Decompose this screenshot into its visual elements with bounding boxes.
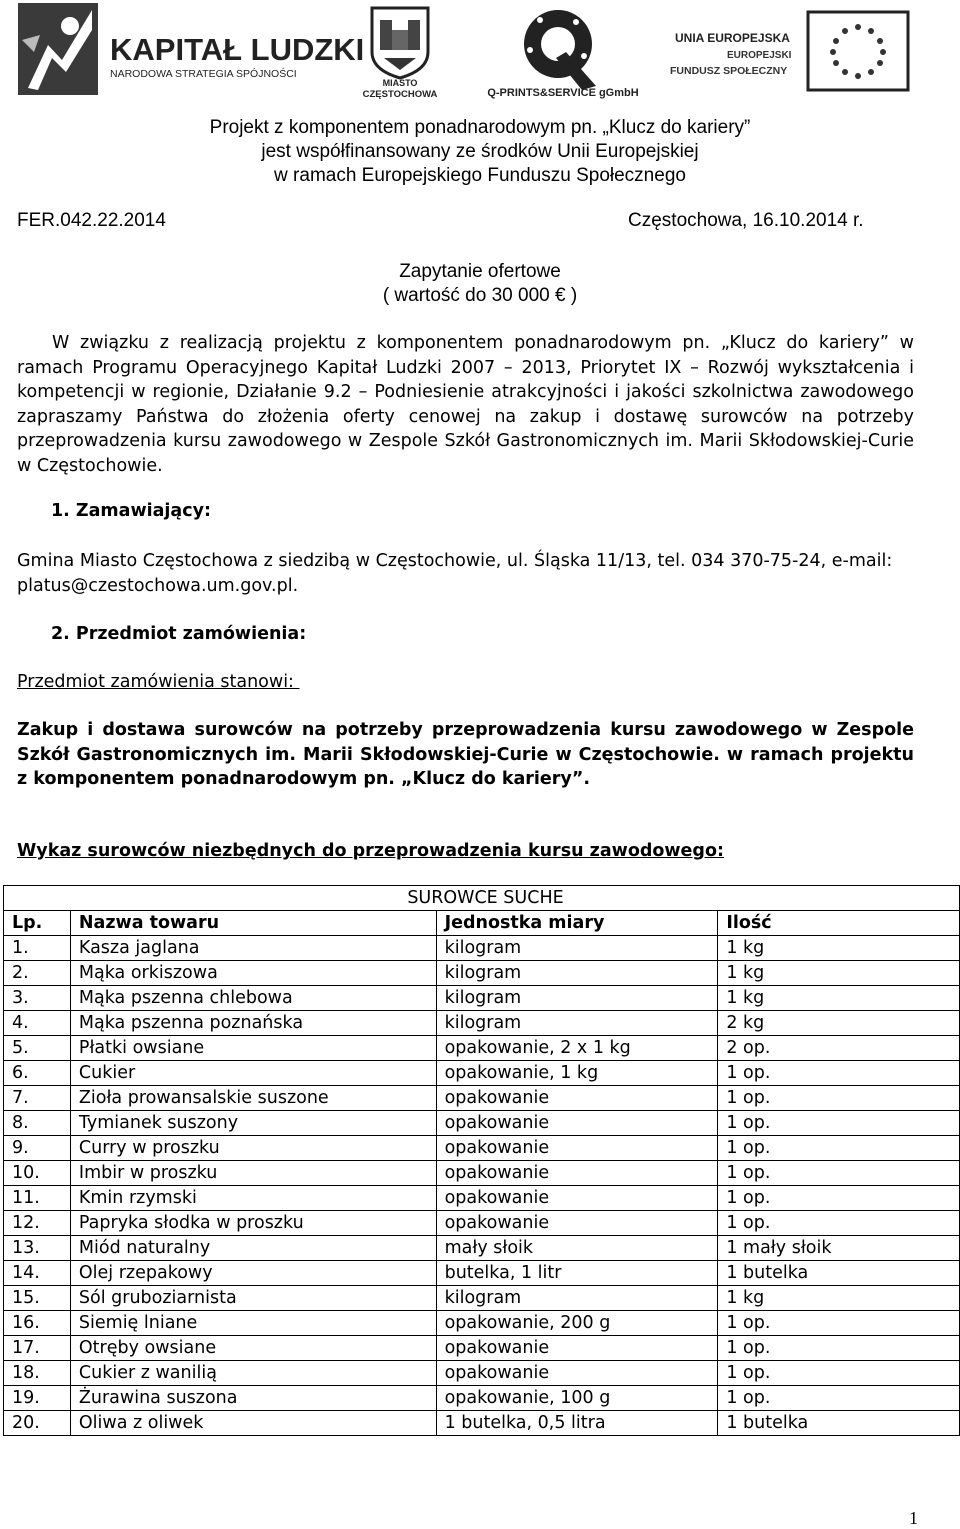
row-unit: opakowanie, 100 g	[436, 1386, 718, 1411]
table-row	[4, 1211, 960, 1236]
row-unit: kilogram	[436, 986, 718, 1011]
row-lp: 9.	[4, 1136, 71, 1161]
row-unit: kilogram	[436, 936, 718, 961]
table-row	[4, 1261, 960, 1286]
row-unit: kilogram	[436, 961, 718, 986]
table-row	[4, 1036, 960, 1061]
row-name: Otręby owsiane	[70, 1336, 436, 1361]
document-title: Zapytanie ofertowe	[399, 261, 561, 282]
row-unit: opakowanie	[436, 1136, 718, 1161]
row-name: Mąka orkiszowa	[70, 961, 436, 986]
row-name: Cukier z wanilią	[70, 1361, 436, 1386]
ue-line1: UNIA EUROPEJSKA	[675, 31, 790, 45]
row-lp: 7.	[4, 1086, 71, 1111]
row-name: Siemię lniane	[70, 1311, 436, 1336]
row-name: Cukier	[70, 1061, 436, 1086]
place-date: Częstochowa, 16.10.2014 r.	[628, 210, 864, 231]
section-1-heading: 1. Zamawiający:	[51, 501, 212, 521]
eu-logo	[670, 12, 908, 90]
row-lp: 17.	[4, 1336, 71, 1361]
page-number: 1	[909, 1508, 918, 1528]
row-unit: mały słoik	[436, 1236, 718, 1261]
table-row	[4, 1236, 960, 1261]
table-row	[4, 961, 960, 986]
table-row	[4, 1186, 960, 1211]
row-name: Imbir w proszku	[70, 1161, 436, 1186]
row-qty: 1 op.	[718, 1186, 960, 1211]
row-unit: kilogram	[436, 1011, 718, 1036]
row-lp: 11.	[4, 1186, 71, 1211]
row-unit: opakowanie	[436, 1336, 718, 1361]
row-unit: opakowanie, 200 g	[436, 1311, 718, 1336]
row-lp: 3.	[4, 986, 71, 1011]
table-row	[4, 1336, 960, 1361]
row-qty: 1 op.	[718, 1211, 960, 1236]
row-unit: opakowanie	[436, 1111, 718, 1136]
row-name: Curry w proszku	[70, 1136, 436, 1161]
row-name: Sól gruboziarnista	[70, 1286, 436, 1311]
row-qty: 1 butelka	[718, 1411, 960, 1436]
ue-line2: EUROPEJSKI	[727, 50, 792, 61]
table-row	[4, 1161, 960, 1186]
row-name: Zioła prowansalskie suszone	[70, 1086, 436, 1111]
row-lp: 18.	[4, 1361, 71, 1386]
q-prints-logo	[487, 10, 638, 99]
header-lp: Lp.	[4, 911, 71, 936]
table-row	[4, 1086, 960, 1111]
table-row	[4, 986, 960, 1011]
row-name: Żurawina suszona	[70, 1386, 436, 1411]
row-name: Kasza jaglana	[70, 936, 436, 961]
logo-bar	[0, 0, 960, 108]
kapital-ludzki-title: KAPITAŁ LUDZKI	[110, 32, 365, 67]
czestochowa-crest-logo	[363, 8, 438, 100]
row-unit: opakowanie	[436, 1086, 718, 1111]
section-1-body: Gmina Miasto Częstochowa z siedzibą w Częstochowie, ul. Śląska 11/13, tel. 034 370-75-24, e-mail: platus@czestochowa.um.gov.pl.	[17, 551, 893, 596]
q-prints-label: Q-PRINTS&SERVICE gGmbH	[487, 87, 639, 99]
miasto-label: MIASTO	[382, 78, 418, 88]
row-lp: 5.	[4, 1036, 71, 1061]
table-row	[4, 1311, 960, 1336]
intro-paragraph: W związku z realizacją projektu z komponentem ponadnarodowym pn. „Klucz do kariery” w ramach Programu Operacyjnego Kapitał Ludzki 2007 – 2013, Priorytet IX – Rozwój wykształcenia i kompetencji w regionie, Działanie 9.2 – Podniesienie atrakcyjności i jakości szkolnictwa zawodowego zapraszamy Państwa do złożenia oferty cenowej na zakup i dostawę surowców na potrzeby przeprowadzenia kursu zawodowego w Zespole Szkół Gastronomicznych im. Marii Skłodowskiej-Curie w Częstochowie.	[17, 333, 914, 476]
kapital-ludzki-subtitle: NARODOWA STRATEGIA SPÓJNOŚCI	[110, 68, 297, 80]
row-lp: 1.	[4, 936, 71, 961]
table-row	[4, 1061, 960, 1086]
row-name: Oliwa z oliwek	[70, 1411, 436, 1436]
row-lp: 4.	[4, 1011, 71, 1036]
row-lp: 2.	[4, 961, 71, 986]
row-lp: 14.	[4, 1261, 71, 1286]
row-lp: 15.	[4, 1286, 71, 1311]
row-qty: 1 kg	[718, 961, 960, 986]
row-lp: 12.	[4, 1211, 71, 1236]
row-qty: 1 kg	[718, 936, 960, 961]
row-lp: 16.	[4, 1311, 71, 1336]
row-unit: opakowanie	[436, 1186, 718, 1211]
row-qty: 2 op.	[718, 1036, 960, 1061]
row-lp: 20.	[4, 1411, 71, 1436]
row-name: Tymianek suszony	[70, 1111, 436, 1136]
row-unit: 1 butelka, 0,5 litra	[436, 1411, 718, 1436]
row-qty: 1 op.	[718, 1361, 960, 1386]
row-qty: 1 op.	[718, 1336, 960, 1361]
row-lp: 8.	[4, 1111, 71, 1136]
row-unit: kilogram	[436, 1286, 718, 1311]
row-unit: opakowanie, 1 kg	[436, 1061, 718, 1086]
document-value: ( wartość do 30 000 € )	[382, 285, 578, 306]
row-name: Papryka słodka w proszku	[70, 1211, 436, 1236]
table-row	[4, 1386, 960, 1411]
row-unit: opakowanie	[436, 1161, 718, 1186]
table-row	[4, 1411, 960, 1436]
row-unit: opakowanie, 2 x 1 kg	[436, 1036, 718, 1061]
row-name: Mąka pszenna chlebowa	[70, 986, 436, 1011]
materials-table	[3, 885, 960, 1436]
row-qty: 1 op.	[718, 1111, 960, 1136]
section-2-body: Zakup i dostawa surowców na potrzeby przeprowadzenia kursu zawodowego w Zespole Szkół Gastronomicznych im. Marii Skłodowskiej-Curie w Częstochowie. w ramach projektu z komponentem ponadnarodowym pn. „Klucz do kariery”.	[17, 720, 914, 789]
section-2-subheading: Przedmiot zamówienia stanowi:	[17, 672, 300, 692]
row-qty: 1 op.	[718, 1386, 960, 1411]
table-row	[4, 1111, 960, 1136]
row-qty: 1 op.	[718, 1136, 960, 1161]
header-name: Nazwa towaru	[70, 911, 436, 936]
row-qty: 1 mały słoik	[718, 1236, 960, 1261]
table-row	[4, 1361, 960, 1386]
header-unit: Jednostka miary	[436, 911, 718, 936]
section-2-heading: 2. Przedmiot zamówienia:	[51, 624, 307, 644]
row-qty: 1 op.	[718, 1311, 960, 1336]
czestochowa-label: CZĘSTOCHOWA	[362, 89, 438, 100]
row-lp: 19.	[4, 1386, 71, 1411]
row-lp: 13.	[4, 1236, 71, 1261]
row-unit: opakowanie	[436, 1361, 718, 1386]
row-name: Olej rzepakowy	[70, 1261, 436, 1286]
row-qty: 1 kg	[718, 986, 960, 1011]
row-name: Mąka pszenna poznańska	[70, 1011, 436, 1036]
row-unit: butelka, 1 litr	[436, 1261, 718, 1286]
row-qty: 1 butelka	[718, 1261, 960, 1286]
table-row	[4, 1286, 960, 1311]
row-name: Płatki owsiane	[70, 1036, 436, 1061]
row-qty: 1 kg	[718, 1286, 960, 1311]
row-lp: 6.	[4, 1061, 71, 1086]
ue-line3: FUNDUSZ SPOŁECZNY	[670, 65, 788, 77]
header-qty: Ilość	[718, 911, 960, 936]
table-caption-row	[4, 886, 960, 911]
table-row	[4, 1011, 960, 1036]
table-body	[4, 936, 960, 1436]
row-qty: 1 op.	[718, 1086, 960, 1111]
reference-number: FER.042.22.2014	[17, 210, 166, 231]
row-unit: opakowanie	[436, 1211, 718, 1236]
row-name: Kmin rzymski	[70, 1186, 436, 1211]
row-name: Miód naturalny	[70, 1236, 436, 1261]
list-heading: Wykaz surowców niezbędnych do przeprowadzenia kursu zawodowego:	[17, 841, 724, 861]
table-caption: SUROWCE SUCHE	[4, 886, 960, 911]
project-line-2: jest współfinansowany ze środków Unii Europejskiej	[261, 141, 699, 162]
row-qty: 2 kg	[718, 1011, 960, 1036]
row-qty: 1 op.	[718, 1061, 960, 1086]
table-row	[4, 1136, 960, 1161]
table-header-row	[4, 911, 960, 936]
project-line-3: w ramach Europejskiego Funduszu Społecznego	[274, 165, 686, 186]
row-lp: 10.	[4, 1161, 71, 1186]
row-qty: 1 op.	[718, 1161, 960, 1186]
kapital-ludzki-logo	[18, 3, 364, 95]
project-line-1: Projekt z komponentem ponadnarodowym pn. „Klucz do kariery”	[209, 117, 751, 138]
table-row	[4, 936, 960, 961]
